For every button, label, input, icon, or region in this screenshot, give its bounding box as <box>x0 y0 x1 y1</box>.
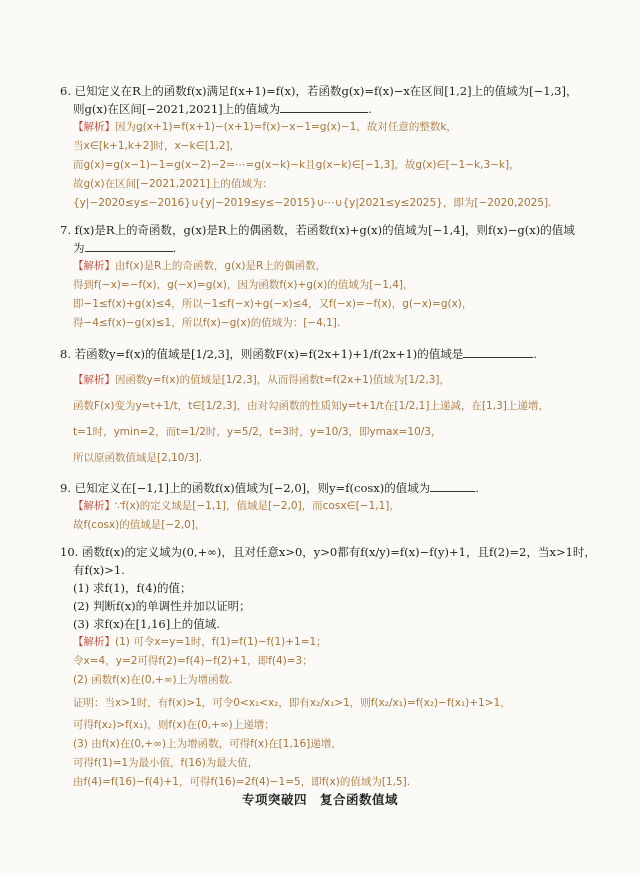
solution-text: (1) 可令x=y=1时，f(1)=f(1)−f(1)+1=1； <box>115 636 327 648</box>
problem-7-line-2-text: 为 <box>73 241 85 255</box>
solution-6-line-2: 当x∈[k+1,k+2]时，x−k∈[1,2]， <box>73 140 241 152</box>
solution-10-line-6: (3) 由f(x)在(0,+∞)上为增函数，可得f(x)在[1,16]递增， <box>73 738 342 750</box>
solution-text: 由f(x)是R上的奇函数，g(x)是R上的偶函数， <box>115 260 327 272</box>
problem-10 <box>60 543 600 792</box>
solution-6-line-4: 故g(x)在区间[−2021,2021]上的值域为： <box>73 178 273 190</box>
problem-10-line-5: (3) 求f(x)在[1,16]上的值域. <box>73 617 220 631</box>
solution-10-line-5: 可得f(x₂)>f(x₁)，则f(x)在(0,+∞)上递增； <box>73 719 275 731</box>
solution-9-line-2: 故f(cosx)的值域是[−2,0]， <box>73 519 206 531</box>
problem-7-line-1: 7. f(x)是R上的奇函数，g(x)是R上的偶函数，若函数f(x)+g(x)的值域为[−1,4]，则f(x)−g(x)的值域 <box>60 223 575 237</box>
solution-8-line-4: 所以原函数值域是[2,10/3]. <box>73 452 203 464</box>
solution-text: ∵f(x)的定义域是[−1,1]，值域是[−2,0]，而cosx∈[−1,1]， <box>115 500 400 512</box>
solution-9-line-1 <box>60 497 600 516</box>
solution-8-line-3: t=1时，ymin=2，而t=1/2时，y=5/2，t=3时，y=10/3，即ymax=10/3， <box>73 426 442 438</box>
problem-8-line-1: 8. 若函数y=f(x)的值域是[1/2,3]，则函数F(x)=f(2x+1)+1/f(2x+1)的值域是 . <box>60 347 537 361</box>
solution-tag: 【解析】 <box>73 636 115 648</box>
solution-8-line-2: 函数F(x)变为y=t+1/t，t∈[1/2,3]，由对勾函数的性质知y=t+1/t在[1/2,1]上递减，在[1,3]上递增， <box>73 400 549 412</box>
solution-tag: 【解析】 <box>73 374 115 386</box>
problem-7-line-2: 为 . <box>73 241 177 255</box>
solution-text: 因函数y=f(x)的值域是[1/2,3]，从而得函数t=f(2x+1)值域为[1/2,3]， <box>115 374 451 386</box>
problem-8-line-1-text: 8. 若函数y=f(x)的值域是[1/2,3]，则函数F(x)=f(2x+1)+1/f(2x+1)的值域是 <box>60 347 464 361</box>
problem-9-line-1-text: 9. 已知定义在[−1,1]上的函数f(x)值域为[−2,0]，则y=f(cosx)的值域为 <box>60 481 431 495</box>
problem-list <box>60 82 600 800</box>
problem-6-line-2-text: 则g(x)在区间[−2021,2021]上的值域为 <box>73 102 281 116</box>
problem-10-line-3: (1) 求f(1)，f(4)的值； <box>73 581 192 595</box>
solution-10-line-4: 证明：当x>1时，有f(x)>1，可令0<x₁<x₂，即有x₂/x₁>1，则f(x₂/x₁)=f(x₂)−f(x₁)+1>1， <box>73 697 511 709</box>
problem-8 <box>60 341 600 471</box>
problem-10-line-4: (2) 判断f(x)的单调性并加以证明； <box>73 599 251 613</box>
solution-8-line-1 <box>60 367 600 393</box>
solution-text: 因为g(x+1)=f(x+1)−(x+1)=f(x)−x−1=g(x)−1，故对任意的整数k， <box>115 121 457 133</box>
solution-10-line-3: (2) 函数f(x)在(0,+∞)上为增函数. <box>73 674 233 686</box>
answer-blank[interactable] <box>430 479 475 492</box>
problem-9 <box>60 479 600 535</box>
problem-10-line-1: 10. 函数f(x)的定义域为(0,+∞)，且对任意x>0，y>0都有f(x/y)=f(x)−f(y)+1，且f(2)=2，当x>1时， <box>60 545 596 559</box>
answer-blank[interactable] <box>85 239 173 252</box>
solution-10-line-8: 由f(4)=f(16)−f(4)+1，可得f(16)=2f(4)−1=5，即f(x)的值域为[1,5]. <box>73 776 411 788</box>
solution-tag: 【解析】 <box>73 500 115 512</box>
problem-7 <box>60 221 600 333</box>
solution-6-line-5: {y|−2020≤y≤−2016}∪{y|−2019≤y≤−2015}∪⋯∪{y|2021≤y≤2025}，即为[−2020,2025]. <box>73 197 552 209</box>
answer-blank[interactable] <box>463 345 533 358</box>
solution-tag: 【解析】 <box>73 260 115 272</box>
solution-7-line-3: 即−1≤f(x)+g(x)≤4，所以−1≤f(−x)+g(−x)≤4，又f(−x)=−f(x)，g(−x)=g(x)， <box>73 298 473 310</box>
problem-10-line-2: 有f(x)>1. <box>73 563 125 577</box>
solution-10-line-2: 令x=4，y=2可得f(2)=f(4)−f(2)+1，即f(4)=3； <box>73 655 313 667</box>
solution-7-line-4: 得−4≤f(x)−g(x)≤1，所以f(x)−g(x)的值域为：[−4,1]. <box>73 317 341 329</box>
answer-blank[interactable] <box>280 100 368 113</box>
solution-10-line-7: 可得f(1)=1为最小值，f(16)为最大值， <box>73 757 259 769</box>
solution-tag: 【解析】 <box>73 121 115 133</box>
problem-6-line-2: 则g(x)在区间[−2021,2021]上的值域为 . <box>73 102 372 116</box>
solution-7-line-2: 得到f(−x)=−f(x)，g(−x)=g(x)，因为函数f(x)+g(x)的值域为[−1,4]， <box>73 279 414 291</box>
problem-6 <box>60 82 600 213</box>
problem-9-line-1: 9. 已知定义在[−1,1]上的函数f(x)值域为[−2,0]，则y=f(cosx)的值域为 . <box>60 481 479 495</box>
problem-6-line-1: 6. 已知定义在R上的函数f(x)满足f(x+1)=f(x)，若函数g(x)=f(x)−x在区间[1,2]上的值域为[−1,3]， <box>60 84 578 98</box>
solution-6-line-1 <box>60 118 600 137</box>
solution-10-line-1 <box>60 633 600 652</box>
section-title: 专项突破四 复合函数值域 <box>241 792 398 807</box>
solution-7-line-1 <box>60 257 600 276</box>
solution-6-line-3: 而g(x)=g(x−1)−1=g(x−2)−2=⋯=g(x−k)−k且g(x−k)∈[−1,3]，故g(x)∈[−1−k,3−k]， <box>73 159 520 171</box>
